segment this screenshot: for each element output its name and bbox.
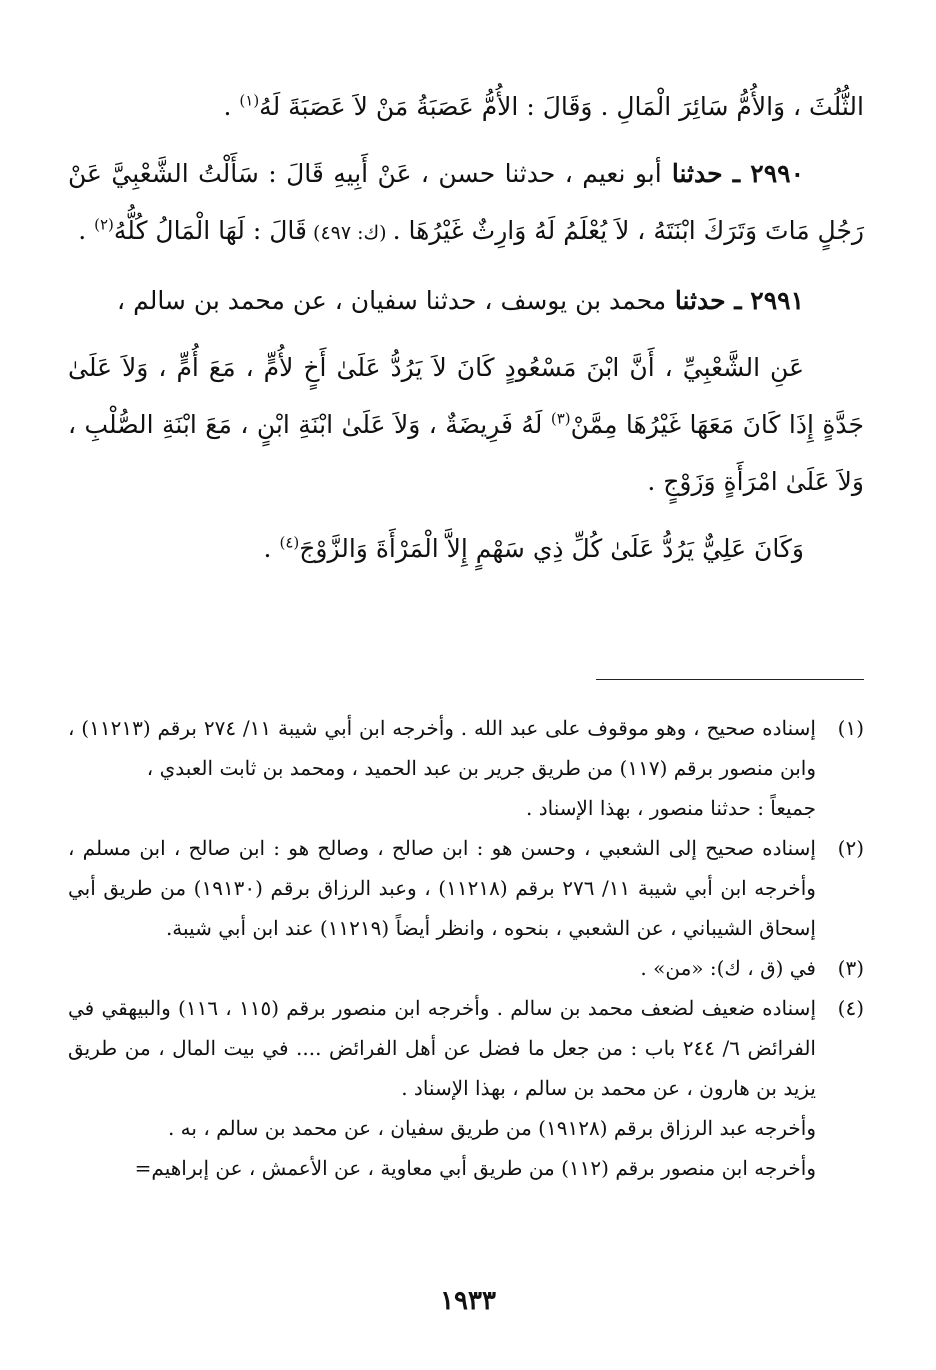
paragraph-3 — [68, 339, 864, 510]
footnote-line: جميعاً : حدثنا منصور ، بهذا الإسناد . — [526, 796, 816, 820]
hadith-2990 — [68, 145, 864, 262]
footnote-line: إسناده صحيح ، وهو موقوف على عبد الله . وأخرجه ابن أبي شيبة ١١/ ٢٧٤ برقم (١١٢١٣) ، وابن منصور برقم (١١٧) من طريق جرير بن عبد الحميد ، ومحمد بن ثابت العبدي ، — [68, 716, 816, 780]
footnote-line: وأخرجه ابن منصور برقم (١١٢) من طريق أبي معاوية ، عن الأعمش ، عن إبراهيم= — [134, 1156, 816, 1180]
paragraph-1 — [68, 78, 864, 135]
hadith-2990-text: أبو نعيم ، حدثنا حسن ، عَنْ أَبِيهِ قَالَ : سَأَلْتُ الشَّعْبِيَّ عَنْ رَجُلٍ مَاتَ وَتَرَكَ ابْنَتَهُ ، لاَ يُعْلَمُ لَهُ وَارِثٌ غَيْرُهَا . — [68, 159, 864, 245]
footnote-ref-1: (١) — [239, 91, 260, 110]
paragraph-1-text: الثُّلُثَ ، وَالأُمُّ سَائِرَ الْمَالِ . وَقَالَ : الأُمُّ عَصَبَةُ مَنْ لاَ عَصَبَةَ لَهُ — [259, 92, 864, 121]
footnote-1 — [68, 708, 864, 828]
hadith-2991 — [68, 272, 864, 329]
footnote-4 — [68, 988, 864, 1188]
hadith-2991-text: محمد بن يوسف ، حدثنا سفيان ، عن محمد بن سالم ، — [117, 286, 667, 315]
footnote-body — [68, 988, 816, 1188]
page-number: ١٩٣٣ — [440, 1286, 496, 1316]
paragraph-3-text-a: عَنِ الشَّعْبِيِّ ، أَنَّ ابْنَ مَسْعُودٍ كَانَ لاَ يَرُدُّ عَلَىٰ أَخٍ لأُمٍّ ، مَعَ أُمٍّ ، وَلاَ عَلَىٰ جَدَّةٍ إِذَا كَانَ مَعَهَا غَيْرُهَا مِمَّنْ — [68, 353, 864, 439]
footnote-line: في (ق ، ك): «من» . — [640, 956, 816, 980]
footnote-line: إسناده ضعيف لضعف محمد بن سالم . وأخرجه ابن منصور برقم (١١٥ ، ١١٦) والبيهقي في الفرائض ٦/ ٢٤٤ باب : من جعل ما فضل عن أهل الفرائض .... في بيت المال ، من طريق يزيد بن هارون ، عن محمد بن سالم ، بهذا الإسناد . — [68, 996, 816, 1100]
footnote-body — [68, 708, 816, 828]
footnote-line: وأخرجه عبد الرزاق برقم (١٩١٢٨) من طريق سفيان ، عن محمد بن سالم ، به . — [167, 1116, 816, 1140]
footnote-marker: (٢) — [837, 836, 864, 860]
footnote-3 — [68, 948, 864, 988]
main-text — [68, 78, 864, 577]
paragraph-1-end: . — [223, 92, 240, 121]
hadith-number-2990: ٢٩٩٠ ـ — [732, 159, 804, 188]
hadith-number-2991: ٢٩٩١ ـ — [734, 286, 804, 315]
footnote-ref-2: (٢) — [94, 215, 114, 234]
footnote-separator — [596, 679, 864, 680]
manuscript-ref: (ك: ٤٩٧) — [306, 222, 393, 244]
footnote-marker: (٤) — [837, 996, 864, 1020]
paragraph-3-text-b: لَهُ فَرِيضَةٌ ، وَلاَ عَلَىٰ ابْنَةِ ابْنٍ ، مَعَ ابْنَةِ الصُّلْبِ ، وَلاَ عَلَىٰ امْرَأَةٍ وَزَوْجٍ . — [68, 410, 864, 496]
hadith-2991-haddathana: حدثنا — [666, 286, 735, 315]
footnotes — [68, 708, 864, 1188]
hadith-2990-text-2: قَالَ : لَهَا الْمَالُ كُلُّهُ — [113, 216, 307, 245]
paragraph-4-end: . — [263, 534, 280, 563]
paragraph-4 — [68, 520, 864, 577]
footnote-2 — [68, 828, 864, 948]
hadith-2990-end: . — [78, 216, 95, 245]
footnote-line: إسناده صحيح إلى الشعبي ، وحسن هو : ابن صالح ، وصالح هو : ابن صالح ، ابن مسلم ، وأخرجه ابن أبي شيبة ١١/ ٢٧٦ برقم (١١٢١٨) ، وعبد الرزاق برقم (١٩١٣٠) من طريق أبي إسحاق الشيباني ، عن الشعبي ، بنحوه ، وانظر أيضاً (١١٢١٩) عند ابن أبي شيبة. — [68, 836, 816, 940]
paragraph-4-text: وَكَانَ عَلِيٌّ يَرُدُّ عَلَىٰ كُلِّ ذِي سَهْمٍ إِلاَّ الْمَرْأَةَ وَالزَّوْجَ — [299, 534, 804, 563]
footnote-marker: (١) — [837, 716, 864, 740]
hadith-2990-haddathana: حدثنا — [661, 159, 733, 188]
footnote-body — [68, 828, 816, 948]
footnote-marker: (٣) — [837, 956, 864, 980]
footnote-body — [68, 948, 816, 988]
footnote-ref-3: (٣) — [550, 409, 571, 428]
footnote-ref-4: (٤) — [279, 533, 300, 552]
